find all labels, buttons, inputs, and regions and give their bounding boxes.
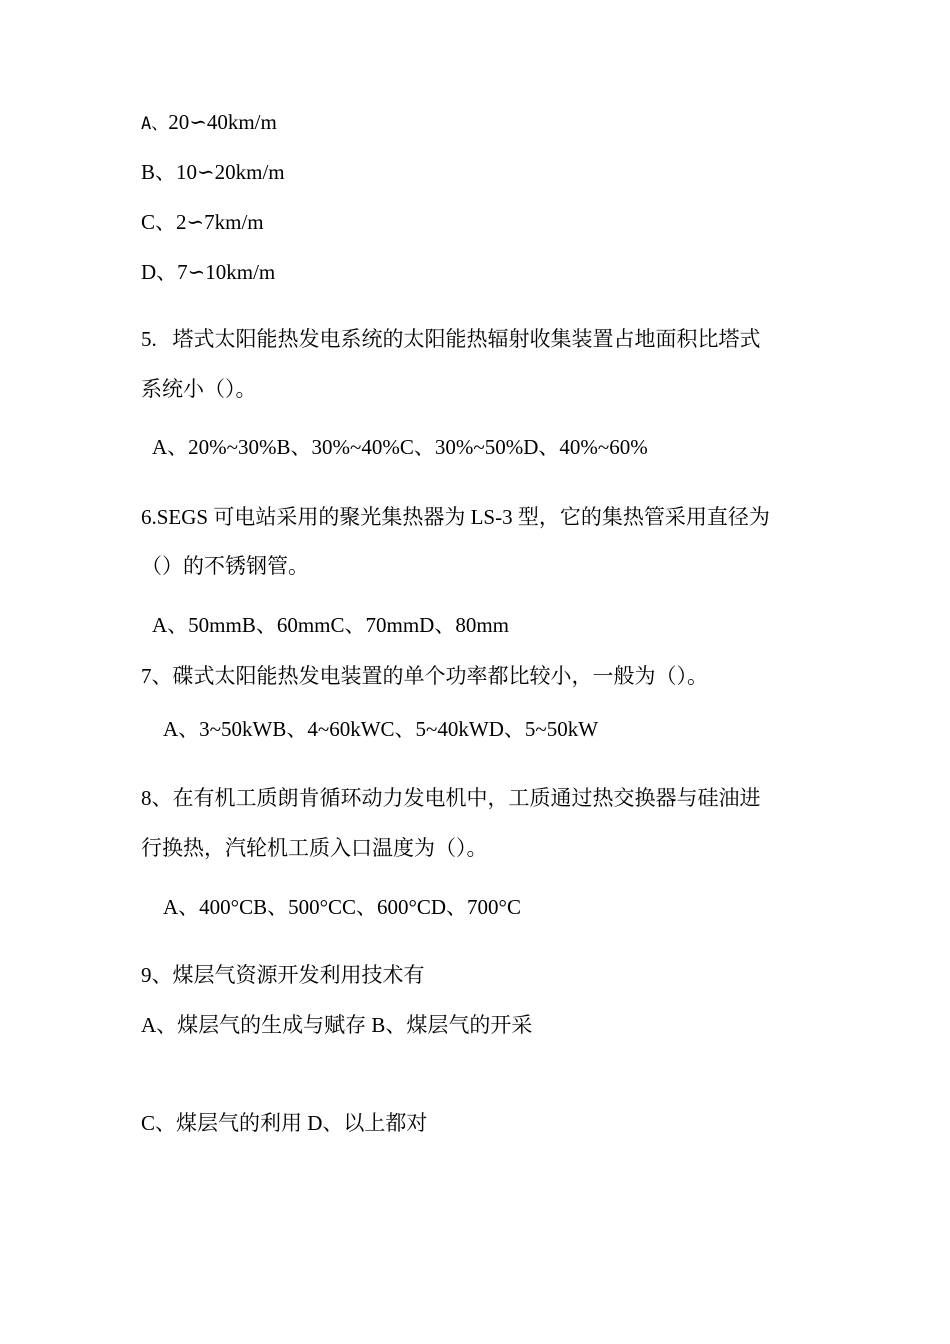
q7-options: A、3~50kWB、4~60kWC、5~40kWD、5~50kW [163, 717, 599, 741]
q5-stem-line1: 5. 塔式太阳能热发电系统的太阳能热辐射收集装置占地面积比塔式 [141, 327, 761, 351]
q6-stem-line1: 6.SEGS 可电站采用的聚光集热器为 LS-3 型，它的集热管采用直径为 [141, 505, 770, 529]
q4-option-b [141, 159, 285, 185]
q4-option-c [141, 209, 264, 235]
q5-stem-line2: 系统小（）。 [141, 377, 257, 401]
q8-stem-line1: 8、在有机工质朗肯循环动力发电机中，工质通过热交换器与硅油进 [141, 786, 761, 810]
q4-option-d [141, 259, 275, 285]
q8-options: A、400°CB、500°CC、600°CD、700°C [163, 895, 521, 919]
q4-option-d-text: 7∽10km/m [177, 260, 276, 284]
q6-options: A、50mmB、60mmC、70mmD、80mm [152, 613, 510, 637]
q5-options: A、20%~30%B、30%~40%C、30%~50%D、40%~60% [152, 435, 648, 459]
q4-option-a-text: 20∽40km/m [168, 110, 277, 134]
q4-option-c-text: 2∽7km/m [176, 210, 264, 234]
q9-stem-line1: 9、煤层气资源开发利用技术有 [141, 963, 425, 987]
q6-stem-line2: （）的不锈钢管。 [141, 554, 309, 578]
q4-option-d-letter: D、 [141, 260, 178, 284]
q4-option-b-letter: B、 [141, 160, 177, 184]
q4-option-a-letter: A、 [141, 114, 169, 134]
q8-stem-line2: 行换热，汽轮机工质入口温度为（）。 [141, 836, 488, 860]
q4-option-a [141, 109, 277, 137]
q7-stem-line1: 7、碟式太阳能热发电装置的单个功率都比较小，一般为（）。 [141, 664, 708, 688]
q4-option-b-text: 10∽20km/m [176, 160, 285, 184]
q9-options-ab: A、煤层气的生成与赋存 B、煤层气的开采 [141, 1013, 533, 1037]
q9-options-cd: C、煤层气的利用 D、以上都对 [141, 1111, 428, 1135]
q4-option-c-letter: C、 [141, 210, 177, 234]
